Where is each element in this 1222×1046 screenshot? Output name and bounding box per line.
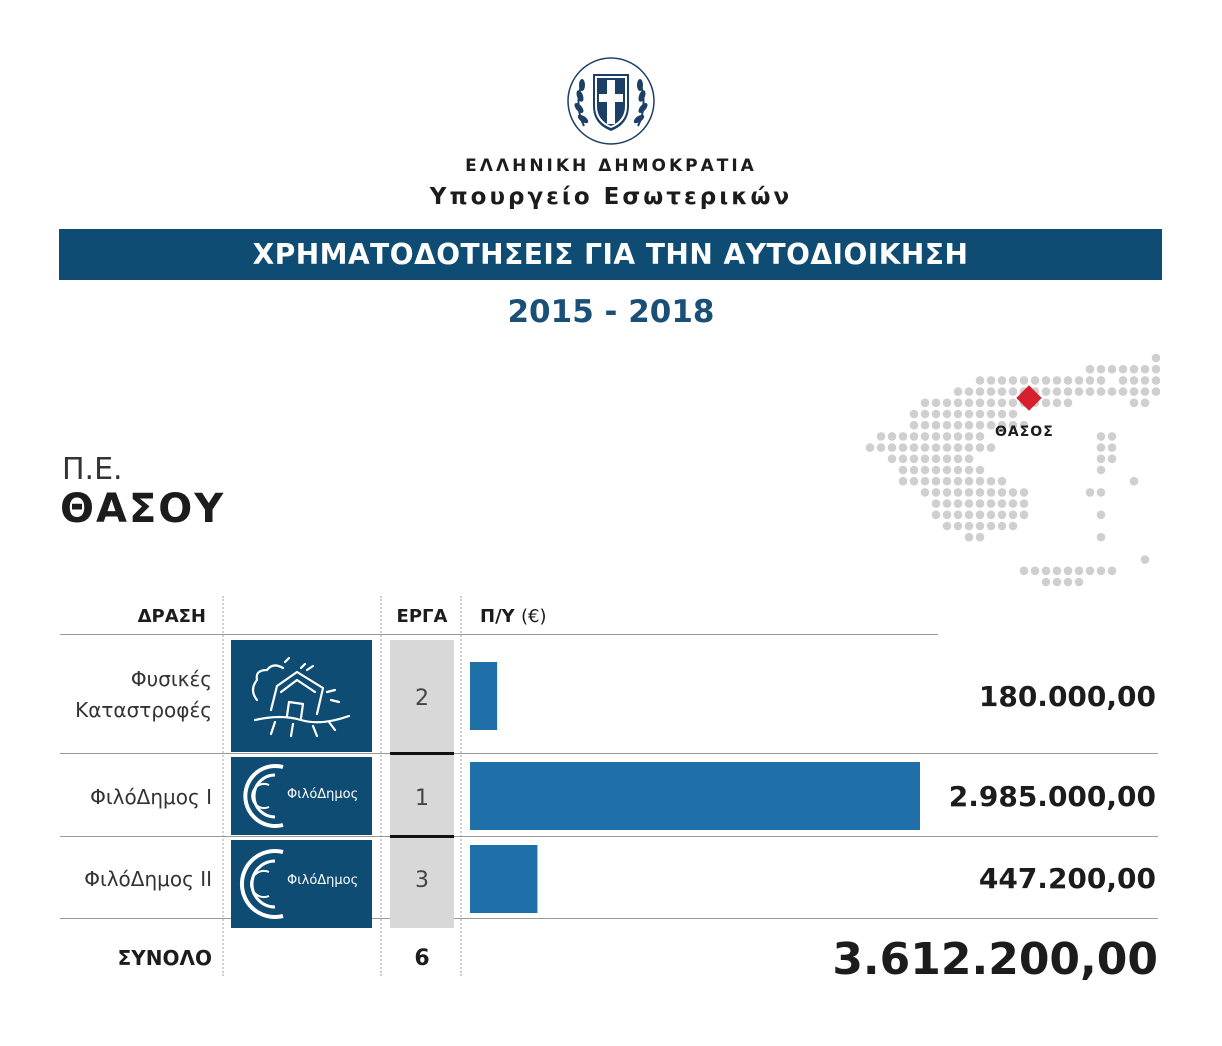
map-dot: [1009, 399, 1018, 408]
map-dot: [1141, 376, 1150, 385]
total-projects-count: 6: [414, 946, 430, 971]
map-dot: [965, 432, 974, 441]
map-dot: [1053, 376, 1062, 385]
map-dot: [1152, 365, 1160, 374]
map-dot: [965, 488, 974, 497]
map-dot: [1009, 522, 1018, 531]
map-dot: [1152, 376, 1160, 385]
map-dot: [932, 432, 941, 441]
map-dot: [987, 421, 996, 430]
column-header-budget-unit: (€): [520, 606, 547, 627]
map-dot: [1108, 387, 1117, 396]
map-dot: [1086, 365, 1095, 374]
map-dot: [1130, 477, 1139, 486]
map-dot: [921, 432, 930, 441]
map-dot: [954, 443, 963, 452]
map-dot: [1097, 567, 1106, 576]
map-dot: [987, 477, 996, 486]
map-dot: [1130, 399, 1139, 408]
map-dot: [987, 522, 996, 531]
map-dot: [1009, 488, 1018, 497]
map-dot: [976, 511, 985, 520]
row-budget-amount: 447.200,00: [978, 862, 1156, 895]
map-dot: [1053, 387, 1062, 396]
map-dot: [998, 410, 1007, 419]
map-dot: [1020, 376, 1029, 385]
map-dot: [965, 443, 974, 452]
map-dot: [965, 410, 974, 419]
map-dot: [976, 376, 985, 385]
map-dot: [998, 511, 1007, 520]
map-location-label: ΘΑΣΟΣ: [995, 424, 1054, 440]
map-dot: [921, 455, 930, 464]
row-label-filodimos-1: ΦιλόΔημος Ι: [90, 785, 212, 809]
budget-bar: [470, 662, 497, 730]
map-dot: [976, 522, 985, 531]
budget-bar: [470, 762, 920, 830]
map-dot: [987, 443, 996, 452]
map-dot: [954, 522, 963, 531]
map-dot: [1097, 511, 1106, 520]
map-dot: [1042, 387, 1051, 396]
map-dot: [1097, 488, 1106, 497]
map-dot: [921, 399, 930, 408]
map-dot: [1064, 399, 1073, 408]
map-dot: [1108, 455, 1117, 464]
map-dot: [976, 477, 985, 486]
map-dot: [943, 499, 952, 508]
map-dot: [932, 466, 941, 475]
map-dot: [1009, 499, 1018, 508]
map-dot: [1097, 376, 1106, 385]
map-dot: [921, 488, 930, 497]
map-dot: [976, 432, 985, 441]
map-dot: [932, 477, 941, 486]
map-dot: [998, 499, 1007, 508]
map-dot: [1053, 578, 1062, 587]
map-dot: [910, 410, 919, 419]
budget-bar-chart: [462, 640, 942, 930]
map-dot: [943, 399, 952, 408]
map-dot: [954, 477, 963, 486]
map-dot: [1020, 499, 1029, 508]
filodimos-logo-text: ΦιλόΔημος: [287, 787, 359, 802]
map-dot: [1064, 387, 1073, 396]
map-dot: [932, 399, 941, 408]
map-dot: [987, 499, 996, 508]
map-dot: [1130, 387, 1139, 396]
total-budget-amount: 3.612.200,00: [832, 934, 1158, 985]
map-dot: [1141, 399, 1150, 408]
column-header-action: ΔΡΑΣΗ: [137, 606, 206, 627]
map-dot: [976, 399, 985, 408]
map-dot: [1020, 567, 1029, 576]
map-dot: [932, 499, 941, 508]
map-dot: [943, 511, 952, 520]
map-dot: [910, 432, 919, 441]
map-dot: [954, 410, 963, 419]
map-dot: [1031, 376, 1040, 385]
map-dot: [866, 443, 875, 452]
map-dot: [987, 387, 996, 396]
map-dot: [1075, 387, 1084, 396]
map-dot: [943, 522, 952, 531]
map-dot: [932, 421, 941, 430]
map-dot: [910, 421, 919, 430]
map-dot: [1042, 399, 1051, 408]
greece-dot-map: [860, 340, 1160, 660]
map-dot: [954, 421, 963, 430]
map-dot: [954, 488, 963, 497]
map-dot: [1075, 567, 1084, 576]
map-dot: [1108, 365, 1117, 374]
map-dot: [987, 511, 996, 520]
map-dot: [1141, 365, 1150, 374]
map-dot: [987, 376, 996, 385]
map-dot: [943, 466, 952, 475]
map-dot: [943, 410, 952, 419]
column-header-budget-label: Π/Υ: [480, 606, 515, 627]
row-projects-count: 2: [415, 686, 429, 711]
column-header-projects: ΕΡΓΑ: [396, 606, 448, 627]
header-divider: [60, 634, 938, 635]
map-dot: [899, 443, 908, 452]
map-dot: [976, 443, 985, 452]
map-dot: [899, 432, 908, 441]
map-dot: [1119, 365, 1128, 374]
map-dot: [1086, 488, 1095, 497]
map-dot: [932, 443, 941, 452]
map-dot: [888, 455, 897, 464]
filodimos-logo-icon: [231, 840, 372, 928]
map-dot: [1097, 387, 1106, 396]
map-dot: [1130, 376, 1139, 385]
years-range: 2015 - 2018: [507, 294, 715, 330]
map-dot: [1086, 376, 1095, 385]
map-dot: [965, 387, 974, 396]
map-dot: [976, 421, 985, 430]
map-dot: [877, 432, 886, 441]
map-dot: [943, 477, 952, 486]
region-prefix: Π.Ε.: [62, 452, 123, 487]
house-earthquake-icon: [231, 640, 372, 752]
map-dot: [954, 511, 963, 520]
map-dot: [910, 443, 919, 452]
map-dot: [1141, 555, 1150, 564]
map-dot: [921, 477, 930, 486]
map-dot: [1042, 578, 1051, 587]
ministry-title: Υπουργείο Εσωτερικών: [429, 184, 793, 210]
map-dot: [965, 533, 974, 542]
map-dot: [976, 488, 985, 497]
map-dot: [1097, 432, 1106, 441]
map-dot: [1097, 443, 1106, 452]
map-dot: [921, 421, 930, 430]
map-dot: [921, 410, 930, 419]
map-dot: [965, 455, 974, 464]
map-dot: [1042, 567, 1051, 576]
map-dot: [998, 399, 1007, 408]
map-dot: [1064, 578, 1073, 587]
map-dot: [943, 421, 952, 430]
map-dot: [1141, 387, 1150, 396]
map-dot: [1152, 387, 1160, 396]
map-dot: [1086, 567, 1095, 576]
map-dot: [932, 410, 941, 419]
map-dot: [954, 432, 963, 441]
row-divider-cap: [390, 752, 454, 755]
map-dot: [943, 443, 952, 452]
map-dot: [965, 399, 974, 408]
map-dot: [888, 443, 897, 452]
map-dot: [965, 499, 974, 508]
row-budget-amount: 180.000,00: [978, 680, 1156, 713]
row-label-filodimos-2: ΦιλόΔημος ΙΙ: [84, 867, 212, 891]
map-dot: [965, 511, 974, 520]
republic-title: ΕΛΛΗΝΙΚΗ ΔΗΜΟΚΡΑΤΙΑ: [465, 156, 757, 176]
filodimos-logo-icon: [231, 757, 372, 835]
map-dot: [1152, 354, 1160, 363]
map-dot: [910, 477, 919, 486]
map-dot: [1064, 376, 1073, 385]
map-dot: [1009, 387, 1018, 396]
map-dot: [943, 455, 952, 464]
map-dot: [1064, 567, 1073, 576]
map-dot: [1097, 533, 1106, 542]
map-dot: [976, 499, 985, 508]
map-dot: [954, 455, 963, 464]
map-dot: [1053, 399, 1062, 408]
map-dot: [1086, 387, 1095, 396]
map-dot: [910, 455, 919, 464]
map-dot: [987, 410, 996, 419]
map-dot: [998, 387, 1007, 396]
map-dot: [888, 432, 897, 441]
map-dot: [976, 466, 985, 475]
map-dot: [1108, 567, 1117, 576]
map-dot: [976, 387, 985, 396]
banner-title: ΧΡΗΜΑΤΟΔΟΤΗΣΕΙΣ ΓΙΑ ΤΗΝ ΑΥΤΟΔΙΟΙΚΗΣΗ: [59, 229, 1162, 280]
map-dot: [965, 421, 974, 430]
map-dot: [943, 432, 952, 441]
map-dot: [1031, 567, 1040, 576]
map-dot: [954, 399, 963, 408]
map-dot: [1108, 432, 1117, 441]
map-dot: [976, 410, 985, 419]
map-dot: [1042, 376, 1051, 385]
map-dot: [987, 488, 996, 497]
map-dot: [1009, 410, 1018, 419]
map-dot: [965, 522, 974, 531]
map-dot: [921, 443, 930, 452]
map-dot: [899, 466, 908, 475]
map-dot: [954, 499, 963, 508]
map-dot: [899, 477, 908, 486]
map-dot: [965, 477, 974, 486]
map-dot: [1097, 466, 1106, 475]
map-dot: [954, 466, 963, 475]
map-dot: [1020, 511, 1029, 520]
map-dot: [921, 466, 930, 475]
row-label-natural-disasters: Φυσικές Καταστροφές: [75, 667, 212, 722]
row-projects-count: 3: [415, 868, 429, 893]
map-dot: [1075, 376, 1084, 385]
row-budget-amount: 2.985.000,00: [948, 780, 1156, 813]
greek-coat-of-arms-emblem: [566, 56, 656, 146]
map-dot: [1119, 376, 1128, 385]
map-dot: [1009, 511, 1018, 520]
map-dot: [1053, 567, 1062, 576]
map-dot: [943, 488, 952, 497]
map-dot: [932, 511, 941, 520]
map-dot: [1097, 455, 1106, 464]
map-dot: [1130, 365, 1139, 374]
map-dot: [998, 477, 1007, 486]
map-dot: [1075, 578, 1084, 587]
row-divider-cap: [390, 835, 454, 838]
total-label: ΣΥΝΟΛΟ: [117, 946, 212, 970]
map-dot: [877, 443, 886, 452]
column-separator: [222, 596, 224, 976]
map-dot: [998, 488, 1007, 497]
map-dot: [932, 455, 941, 464]
column-header-budget: [480, 606, 546, 627]
map-dot: [998, 376, 1007, 385]
map-dot: [954, 387, 963, 396]
region-name: ΘΑΣΟΥ: [60, 486, 226, 532]
map-dot: [976, 533, 985, 542]
map-dot: [987, 399, 996, 408]
map-dot: [965, 466, 974, 475]
map-dot: [1119, 387, 1128, 396]
map-dot: [1108, 443, 1117, 452]
budget-bar: [470, 845, 537, 913]
map-dot: [899, 455, 908, 464]
filodimos-logo-text: ΦιλόΔημος: [287, 873, 359, 888]
map-dot: [998, 522, 1007, 531]
map-dot: [932, 488, 941, 497]
column-separator: [380, 596, 382, 976]
map-dot: [1097, 365, 1106, 374]
row-projects-count: 1: [415, 786, 429, 811]
map-dot: [1009, 376, 1018, 385]
map-dot: [1020, 488, 1029, 497]
map-dot: [910, 466, 919, 475]
